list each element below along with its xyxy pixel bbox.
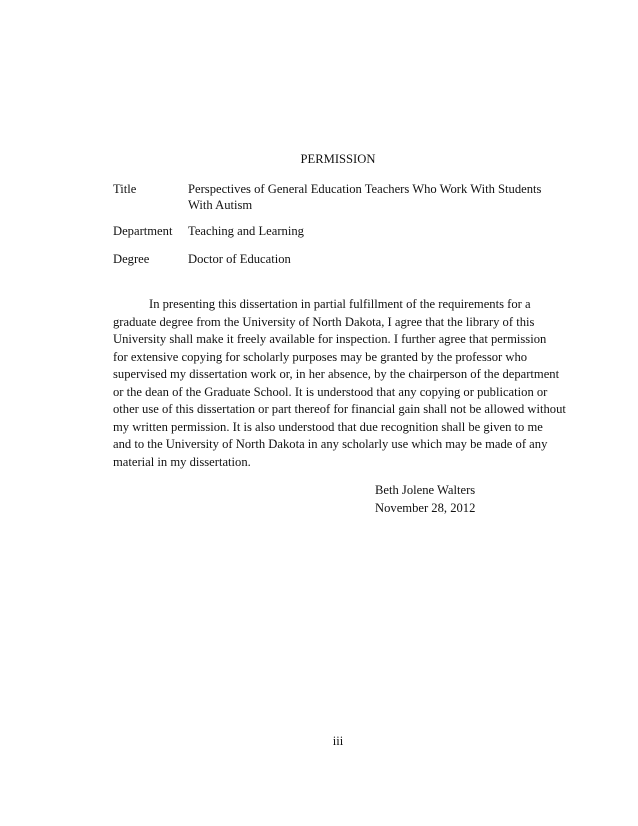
- department-label: Department: [113, 224, 173, 238]
- statement-line: University shall make it freely available for inspection. I further agree that permission: [113, 332, 547, 346]
- signature-date: November 28, 2012: [375, 500, 476, 515]
- degree-label: Degree: [113, 252, 150, 266]
- department-value: Teaching and Learning: [188, 224, 304, 238]
- title-label: Title: [113, 182, 137, 196]
- signature-name: Beth Jolene Walters: [375, 483, 476, 497]
- statement-line: material in my dissertation.: [113, 454, 251, 469]
- statement-line: my written permission. It is also understood that due recognition shall be given to me: [113, 419, 543, 434]
- signature-block: [375, 481, 475, 516]
- permission-statement: [113, 295, 573, 470]
- page-number: iii: [332, 734, 344, 748]
- degree-value: Doctor of Education: [188, 252, 291, 266]
- statement-line: graduate degree from the University of North Dakota, I agree that the library of this: [113, 314, 535, 329]
- title-value-line-2: With Autism: [188, 198, 253, 212]
- statement-line: other use of this dissertation or part thereof for financial gain shall not be allowed without: [113, 402, 566, 416]
- statement-line: supervised my dissertation work or, in her absence, by the chairperson of the department: [113, 367, 560, 381]
- title-value-line-1: Perspectives of General Education Teachers Who Work With Students: [188, 182, 542, 196]
- page-heading: PERMISSION: [300, 152, 376, 166]
- statement-line: In presenting this dissertation in partial fulfillment of the requirements for a: [149, 297, 531, 311]
- statement-line: or the dean of the Graduate School. It is understood that any copying or publication or: [113, 384, 548, 399]
- statement-line: and to the University of North Dakota in any scholarly use which may be made of any: [113, 437, 548, 451]
- statement-line: for extensive copying for scholarly purposes may be granted by the professor who: [113, 349, 528, 364]
